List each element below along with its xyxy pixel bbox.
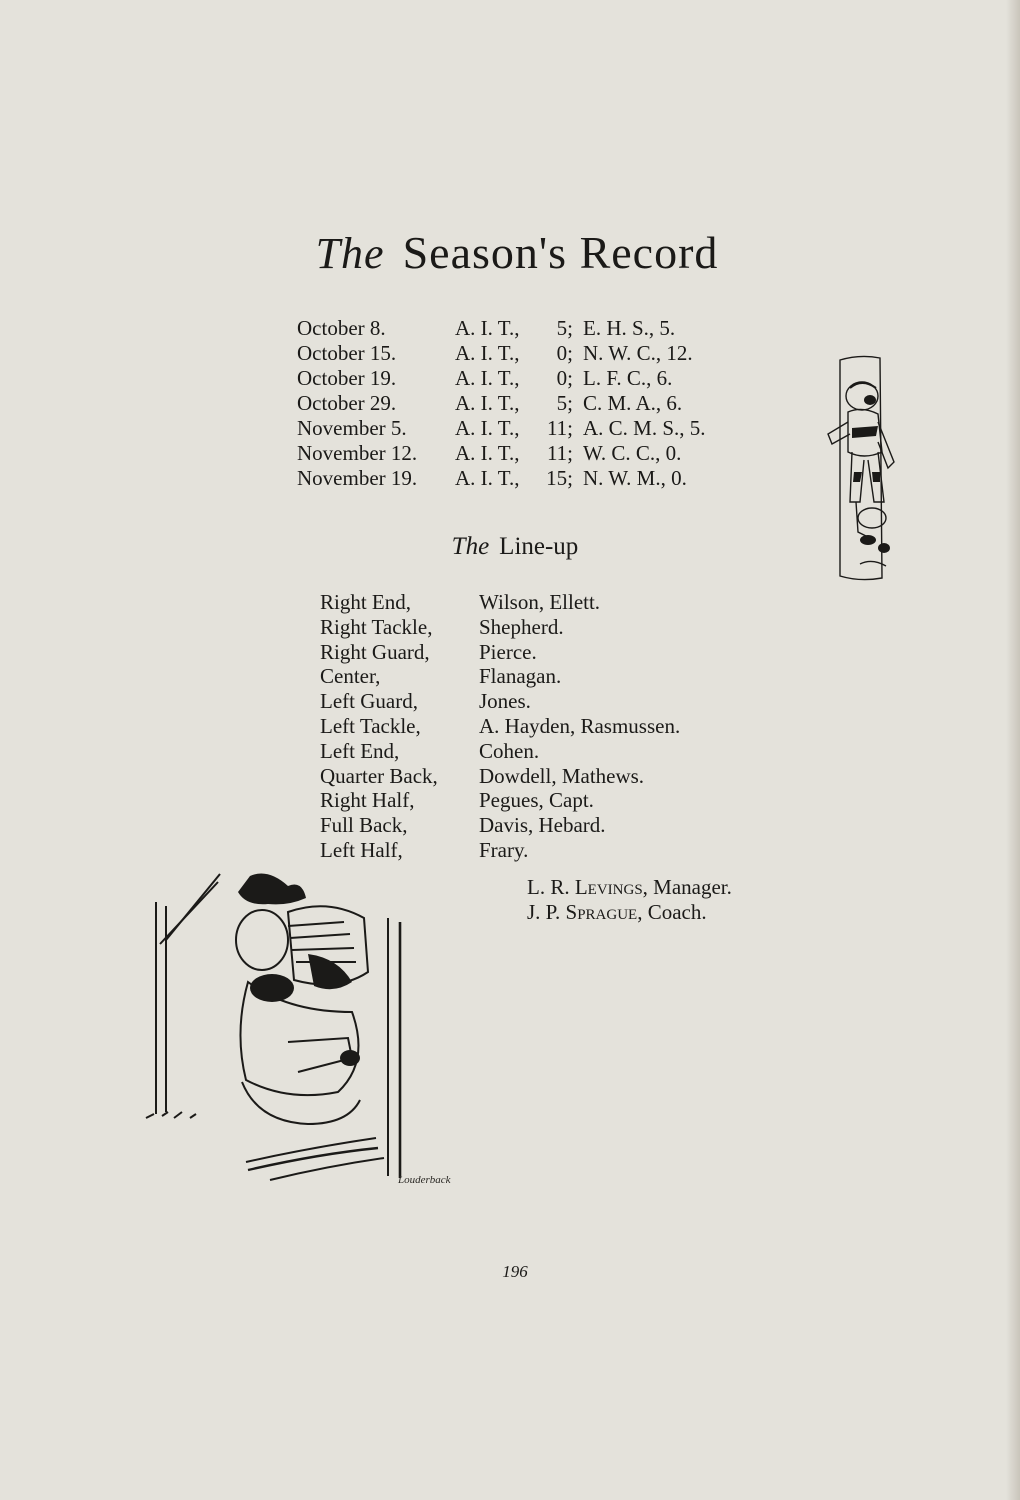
lineup-row bbox=[320, 640, 680, 665]
position-label: Right Half, bbox=[320, 788, 415, 813]
home-score: 11; bbox=[546, 416, 573, 440]
record-row bbox=[297, 416, 706, 441]
lineup-row bbox=[320, 813, 680, 838]
position-label: Right End, bbox=[320, 590, 412, 614]
home-team: A. I. T., bbox=[455, 341, 520, 365]
game-date: October 19. bbox=[297, 366, 397, 390]
page-title bbox=[0, 226, 1020, 279]
players-names: Jones. bbox=[479, 689, 531, 714]
lineup-row bbox=[320, 689, 680, 714]
game-date: November 19. bbox=[297, 466, 418, 490]
lineup-row bbox=[320, 838, 680, 863]
lineup-row bbox=[320, 615, 680, 640]
page-number: 196 bbox=[502, 1262, 528, 1281]
position-label: Center, bbox=[320, 664, 381, 689]
position-label: Quarter Back, bbox=[320, 763, 438, 788]
staff-row bbox=[527, 875, 732, 900]
position-label: Right Tackle, bbox=[320, 614, 433, 639]
season-record-table bbox=[297, 316, 706, 491]
lineup-row bbox=[320, 764, 680, 789]
players-names: Shepherd. bbox=[479, 614, 564, 639]
opponent-result: A. C. M. S., 5. bbox=[583, 416, 706, 440]
game-date: October 15. bbox=[297, 341, 397, 365]
title-prefix: The bbox=[315, 229, 385, 278]
staff-role: , Coach. bbox=[637, 900, 707, 924]
home-score: 15; bbox=[546, 466, 573, 490]
home-score: 5; bbox=[556, 391, 573, 415]
lineup-table bbox=[320, 590, 680, 863]
record-row bbox=[297, 366, 706, 391]
players-names: Frary. bbox=[479, 837, 529, 862]
home-team: A. I. T., bbox=[455, 416, 520, 440]
football-player-illustration-large bbox=[138, 862, 468, 1194]
lineup-row bbox=[320, 788, 680, 813]
position-label: Left Half, bbox=[320, 837, 403, 862]
staff-initials: L. R. bbox=[527, 875, 570, 899]
lineup-row bbox=[320, 739, 680, 764]
lineup-row bbox=[320, 590, 680, 615]
home-score: 0; bbox=[556, 341, 573, 365]
position-label: Right Guard, bbox=[320, 639, 430, 664]
staff-row bbox=[527, 900, 732, 925]
players-names: Pierce. bbox=[479, 639, 537, 664]
staff-surname: Sprague bbox=[565, 900, 638, 924]
game-date: November 12. bbox=[297, 441, 418, 465]
home-team: A. I. T., bbox=[455, 466, 520, 490]
players-names: Cohen. bbox=[479, 738, 540, 763]
record-row bbox=[297, 466, 706, 491]
lineup-title-main: Line-up bbox=[499, 533, 579, 560]
staff-role: , Manager. bbox=[642, 875, 732, 899]
game-date: November 5. bbox=[297, 416, 407, 440]
opponent-result: W. C. C., 0. bbox=[583, 441, 682, 465]
position-label: Left End, bbox=[320, 738, 400, 763]
record-row bbox=[297, 316, 706, 341]
title-main: Season's Record bbox=[402, 227, 719, 278]
staff-initials: J. P. bbox=[527, 900, 561, 924]
home-team: A. I. T., bbox=[455, 316, 520, 340]
record-row bbox=[297, 441, 706, 466]
game-date: October 29. bbox=[297, 391, 397, 415]
players-names: Pegues, Capt. bbox=[479, 788, 594, 813]
home-team: A. I. T., bbox=[455, 391, 520, 415]
home-score: 11; bbox=[546, 441, 573, 465]
opponent-result: L. F. C., 6. bbox=[583, 366, 673, 390]
football-player-illustration-small bbox=[822, 352, 896, 584]
record-row bbox=[297, 341, 706, 366]
opponent-result: N. W. M., 0. bbox=[583, 466, 687, 490]
position-label: Full Back, bbox=[320, 813, 408, 838]
home-score: 0; bbox=[556, 366, 573, 390]
artist-signature: Louderback bbox=[398, 1174, 451, 1186]
record-row bbox=[297, 391, 706, 416]
players-names: A. Hayden, Rasmussen. bbox=[479, 713, 681, 738]
position-label: Left Tackle, bbox=[320, 713, 421, 738]
staff-surname: Levings bbox=[574, 875, 643, 899]
home-team: A. I. T., bbox=[455, 366, 520, 390]
home-score: 5; bbox=[556, 316, 573, 340]
game-date: October 8. bbox=[297, 316, 386, 340]
position-label: Left Guard, bbox=[320, 689, 418, 714]
lineup-title-prefix: The bbox=[451, 533, 490, 560]
home-team: A. I. T., bbox=[455, 441, 520, 465]
players-names: Davis, Hebard. bbox=[479, 813, 606, 838]
opponent-result: C. M. A., 6. bbox=[583, 391, 683, 415]
staff-list bbox=[527, 875, 732, 925]
players-names: Flanagan. bbox=[479, 664, 562, 689]
players-names: Wilson, Ellett. bbox=[479, 590, 601, 614]
lineup-row bbox=[320, 664, 680, 689]
opponent-result: N. W. C., 12. bbox=[583, 341, 693, 365]
players-names: Dowdell, Mathews. bbox=[479, 763, 645, 788]
lineup-row bbox=[320, 714, 680, 739]
opponent-result: E. H. S., 5. bbox=[583, 316, 676, 340]
